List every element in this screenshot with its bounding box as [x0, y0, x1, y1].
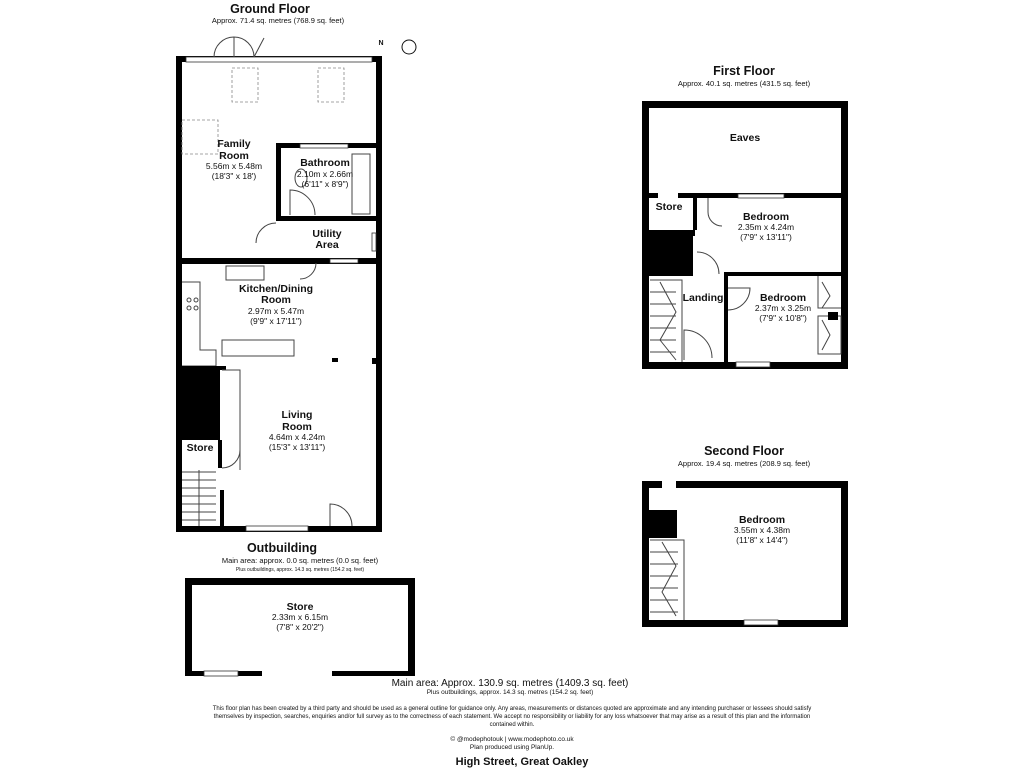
bedroom1-metric: 2.35m x 4.24m — [737, 222, 795, 232]
bedroom2-metric: 2.37m x 3.25m — [754, 303, 812, 313]
family-room-label: Family — [217, 138, 251, 150]
utility-inner-window — [330, 259, 358, 263]
footer — [213, 678, 812, 768]
outbuilding-plan — [185, 541, 415, 676]
bathroom-window — [300, 144, 348, 148]
credit-line-2: Plan produced using PlanUp. — [469, 744, 555, 751]
first-floor-area: Approx. 40.1 sq. metres (431.5 sq. feet) — [677, 79, 811, 88]
second-floor-area: Approx. 19.4 sq. metres (208.9 sq. feet) — [677, 459, 811, 468]
pillar — [372, 358, 376, 364]
living-room-front-window — [246, 526, 308, 531]
first-store-label: Store — [655, 201, 683, 213]
kitchen-label: Kitchen/Dining — [238, 283, 314, 295]
first-floor-plan — [642, 64, 848, 369]
stair-wall — [220, 490, 224, 526]
pillar — [332, 358, 338, 362]
outbuilding-store-metric: 2.33m x 6.15m — [271, 612, 329, 622]
second-wall-step — [662, 481, 676, 488]
ground-floor-plan — [176, 2, 382, 532]
utility-window — [372, 233, 376, 251]
utility-label-2: Area — [315, 239, 339, 251]
outbuilding-store-imperial: (7'8" x 20'2") — [276, 622, 324, 632]
living-room-partition — [182, 366, 226, 370]
second-bedroom-imperial: (11'8" x 14'4") — [736, 535, 788, 545]
property-address: High Street, Great Oakley — [455, 756, 589, 768]
kitchen-label-2: Room — [261, 294, 291, 306]
second-bedroom-metric: 3.55m x 4.38m — [733, 525, 791, 535]
first-floor-title: First Floor — [713, 64, 775, 78]
bathroom-left-wall — [276, 143, 281, 221]
outbuilding-window — [204, 671, 238, 676]
outbuilding-area: Main area: approx. 0.0 sq. metres (0.0 sq. feet) — [221, 556, 379, 565]
family-room-rear-window — [186, 57, 372, 62]
second-bedroom-label: Bedroom — [738, 514, 786, 526]
living-room-metric: 4.64m x 4.24m — [268, 432, 326, 442]
outbuilding-plus: Plus outbuildings, approx. 14.3 sq. metres (154.2 sq. feet) — [235, 567, 365, 573]
bedroom1-imperial: (7'9" x 13'11") — [740, 232, 792, 242]
patio-door-leaf — [234, 37, 264, 57]
second-floor-plan — [642, 444, 848, 627]
store-side-wall — [693, 198, 697, 230]
living-room-label-2: Room — [282, 421, 312, 433]
wardrobe-post — [828, 312, 838, 320]
outbuilding-door-gap — [262, 671, 332, 676]
ground-floor-title: Ground Floor — [230, 2, 310, 16]
compass-icon — [378, 33, 424, 61]
second-bedroom-window — [744, 620, 778, 625]
credit-line-1: © @modephotouk | www.modephoto.co.uk — [450, 736, 574, 743]
bathroom-imperial: (6'11" x 8'9") — [301, 179, 349, 189]
eaves-label: Eaves — [729, 132, 761, 144]
bedroom1-label: Bedroom — [742, 211, 790, 223]
store-top-wall — [182, 436, 220, 440]
ground-floor-area: Approx. 71.4 sq. metres (768.9 sq. feet) — [211, 16, 345, 25]
outbuilding-title: Outbuilding — [246, 541, 318, 555]
bathroom-label: Bathroom — [300, 157, 350, 169]
chimney-breast — [649, 236, 693, 276]
store-bottom-wall — [649, 230, 695, 236]
total-main-area: Main area: Approx. 130.9 sq. metres (1409.3 sq. feet) — [391, 678, 629, 689]
outbuilding-store-label: Store — [286, 601, 314, 613]
family-room-metric: 5.56m x 5.48m — [205, 161, 263, 171]
living-room-label: Living — [281, 409, 313, 421]
eaves-opening — [658, 193, 678, 198]
chimney-breast — [649, 510, 677, 538]
family-room-label-2: Room — [219, 150, 249, 162]
disclaimer-line-2: themselves by inspection, searches, enquiries and/or full survey as to the correctness of each statement. We accept no responsibility or liability for any loss whatsoever that may arise as a result of this plan and the information — [213, 714, 811, 720]
second-floor-title: Second Floor — [704, 444, 784, 458]
store-right-wall — [218, 440, 222, 468]
bedroom2-label: Bedroom — [759, 292, 807, 304]
bedroom2-window — [736, 362, 770, 367]
bedroom2-left-wall — [724, 272, 728, 362]
living-room-imperial: (15'3" x 13'11") — [268, 442, 326, 452]
bathroom-metric: 2.10m x 2.66m — [296, 169, 354, 179]
chimney-breast — [176, 370, 220, 436]
disclaimer-line-1: This floor plan has been created by a third party and should be used as a general outline for guidance only. Any areas, measurements or distances quoted are approximate and any intending purchaser or lessees should satisfy — [212, 706, 812, 712]
landing-label: Landing — [682, 292, 724, 304]
family-room-imperial: (18'3" x 18') — [211, 171, 257, 181]
bedroom2-imperial: (7'9" x 10'8") — [759, 313, 807, 323]
disclaimer-line-3: contained within. — [489, 722, 535, 728]
bedroom2-top-wall — [724, 272, 841, 276]
utility-label: Utility — [312, 228, 342, 240]
kitchen-imperial: (9'9" x 17'11") — [250, 316, 302, 326]
total-outbuildings: Plus outbuildings, approx. 14.3 sq. metres (154.2 sq. feet) — [426, 689, 594, 696]
ground-store-label: Store — [186, 442, 214, 454]
kitchen-metric: 2.97m x 5.47m — [247, 306, 305, 316]
bathroom-bottom-wall — [276, 216, 376, 221]
compass-north-label: N — [378, 40, 384, 47]
bedroom-window — [738, 194, 784, 198]
